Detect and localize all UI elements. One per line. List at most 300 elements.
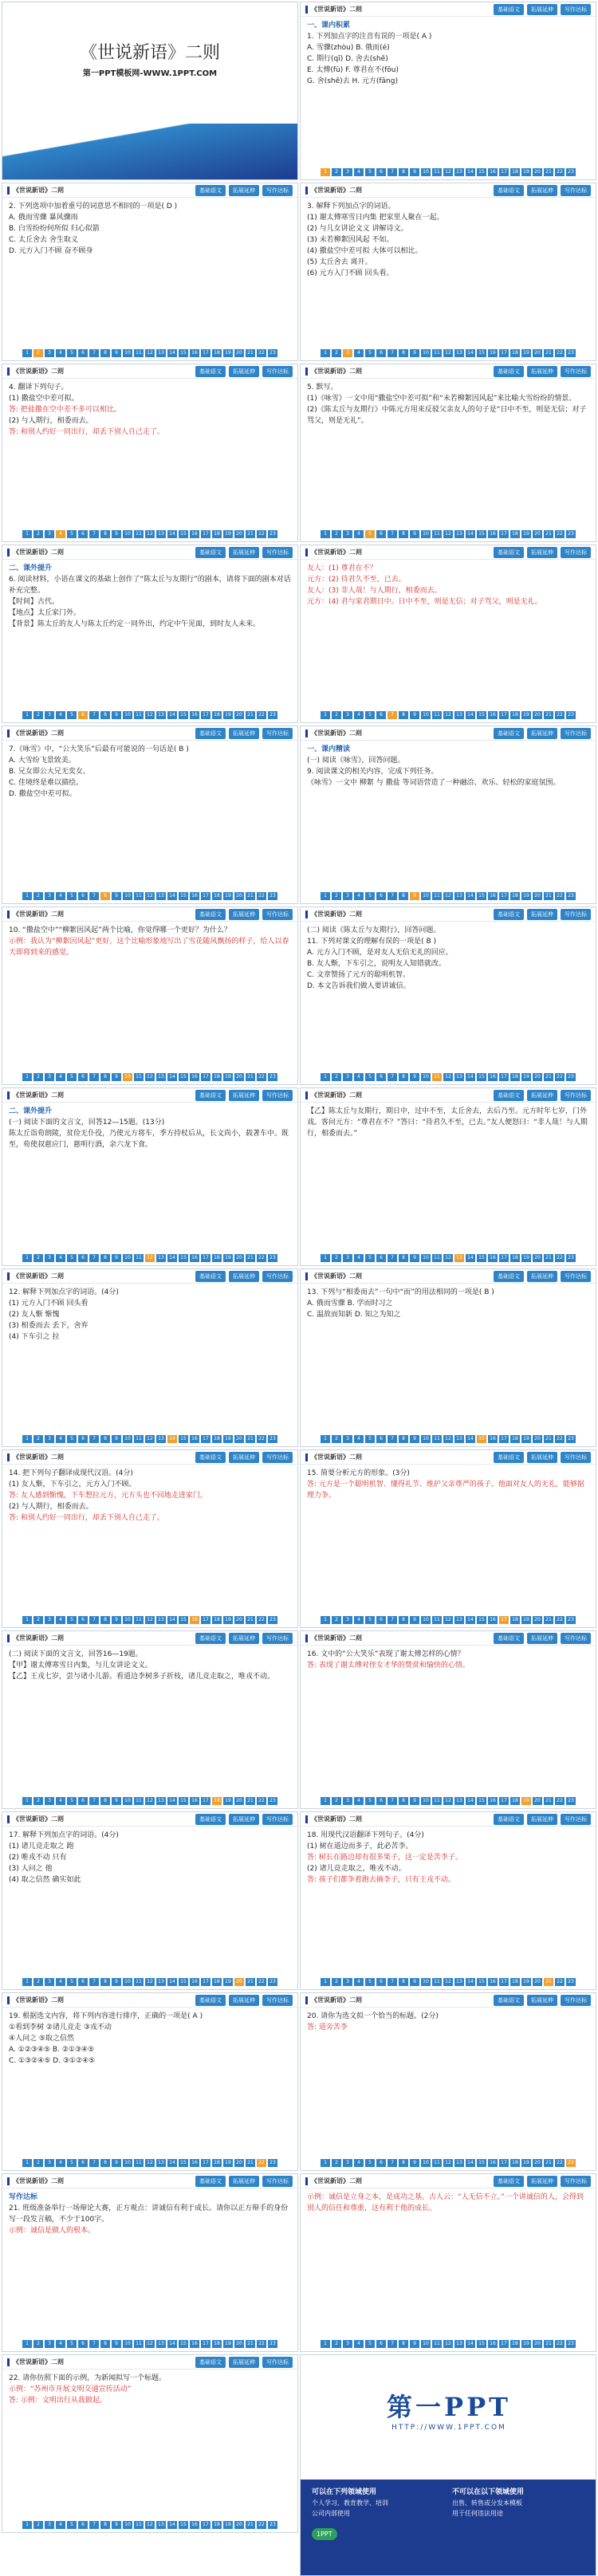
page-nav-button[interactable]: 19 — [223, 1073, 233, 1081]
page-nav-button[interactable]: 13 — [156, 2521, 166, 2529]
page-nav-button[interactable]: 12 — [443, 1797, 453, 1805]
page-nav-button[interactable]: 18 — [510, 168, 520, 176]
page-nav-button[interactable]: 23 — [566, 1073, 576, 1081]
page-nav-button[interactable]: 22 — [257, 1978, 266, 1986]
page-nav-button[interactable]: 6 — [78, 1978, 88, 1986]
expand-button[interactable]: 拓展延伸 — [229, 185, 259, 196]
page-nav-button[interactable]: 12 — [443, 530, 453, 538]
page-nav-button[interactable]: 2 — [33, 2159, 43, 2167]
page-nav-button[interactable]: 6 — [78, 2340, 88, 2348]
page-nav-button[interactable]: 16 — [488, 168, 498, 176]
page-nav-button[interactable]: 4 — [56, 1616, 65, 1624]
expand-button[interactable]: 拓展延伸 — [527, 547, 557, 558]
home-button[interactable]: 基础语文 — [195, 1271, 226, 1282]
expand-button[interactable]: 拓展延伸 — [229, 728, 259, 739]
write-button[interactable]: 写作达标 — [262, 1090, 293, 1101]
page-nav-button[interactable]: 7 — [89, 2340, 99, 2348]
page-nav-button[interactable]: 22 — [257, 1616, 266, 1624]
expand-button[interactable]: 拓展延伸 — [527, 1090, 557, 1101]
page-nav-button[interactable]: 3 — [45, 2340, 54, 2348]
page-nav-button[interactable]: 19 — [521, 1616, 531, 1624]
page-nav-button[interactable]: 23 — [566, 1797, 576, 1805]
page-nav-button[interactable]: 5 — [365, 1073, 375, 1081]
page-nav-button[interactable]: 8 — [399, 2340, 408, 2348]
page-nav-button[interactable]: 17 — [499, 2340, 509, 2348]
page-nav-button[interactable]: 18 — [510, 349, 520, 357]
page-nav-button[interactable]: 1 — [22, 2521, 32, 2529]
page-nav-button[interactable]: 22 — [555, 1797, 565, 1805]
expand-button[interactable]: 拓展延伸 — [527, 185, 557, 196]
page-nav-button[interactable]: 4 — [56, 349, 65, 357]
page-nav-button[interactable]: 18 — [510, 2159, 520, 2167]
expand-button[interactable]: 拓展延伸 — [229, 1633, 259, 1644]
page-nav-button[interactable]: 15 — [179, 530, 188, 538]
page-nav-button[interactable]: 21 — [246, 530, 255, 538]
page-nav-button[interactable]: 5 — [67, 2521, 77, 2529]
home-button[interactable]: 基础语文 — [494, 185, 524, 196]
page-nav-button[interactable]: 21 — [246, 892, 255, 900]
page-nav-button[interactable]: 5 — [365, 711, 375, 719]
page-nav-button[interactable]: 5 — [67, 1254, 77, 1262]
page-nav-button[interactable]: 13 — [156, 349, 166, 357]
page-nav-button[interactable]: 13 — [454, 2340, 464, 2348]
page-nav-button[interactable]: 18 — [510, 892, 520, 900]
page-nav-button[interactable]: 8 — [100, 1254, 110, 1262]
page-nav-button[interactable]: 7 — [89, 2159, 99, 2167]
page-nav-button[interactable]: 4 — [354, 892, 364, 900]
page-nav-button[interactable]: 15 — [179, 1797, 188, 1805]
page-nav-button[interactable]: 16 — [190, 2521, 199, 2529]
page-nav-button[interactable]: 5 — [365, 1254, 375, 1262]
page-nav-button[interactable]: 1 — [22, 1797, 32, 1805]
page-nav-button[interactable]: 9 — [410, 168, 419, 176]
page-nav-button[interactable]: 7 — [89, 1978, 99, 1986]
page-nav-button[interactable]: 9 — [410, 1797, 419, 1805]
page-nav-button[interactable]: 23 — [268, 892, 277, 900]
page-nav-button[interactable]: 16 — [488, 530, 498, 538]
page-nav-button[interactable]: 19 — [521, 1435, 531, 1443]
page-nav-button[interactable]: 3 — [343, 530, 352, 538]
page-nav-button[interactable]: 23 — [566, 2340, 576, 2348]
page-nav-button[interactable]: 1 — [321, 2159, 330, 2167]
page-nav-button[interactable]: 2 — [33, 1435, 43, 1443]
page-nav-button[interactable]: 8 — [399, 530, 408, 538]
page-nav-button[interactable]: 22 — [257, 1254, 266, 1262]
page-nav-button[interactable]: 20 — [533, 1435, 542, 1443]
page-nav-button[interactable]: 9 — [112, 2521, 121, 2529]
page-nav-button[interactable]: 20 — [234, 349, 244, 357]
page-nav-button[interactable]: 9 — [112, 1435, 121, 1443]
page-nav-button[interactable]: 12 — [145, 1616, 155, 1624]
page-nav-button[interactable]: 21 — [544, 892, 553, 900]
page-nav-button[interactable]: 1 — [321, 1797, 330, 1805]
page-nav-button[interactable]: 16 — [488, 349, 498, 357]
page-nav-button[interactable]: 11 — [432, 1797, 442, 1805]
page-nav-button[interactable]: 3 — [45, 1435, 54, 1443]
page-nav-button[interactable]: 1 — [321, 711, 330, 719]
page-nav-button[interactable]: 15 — [179, 1978, 188, 1986]
page-nav-button[interactable]: 10 — [123, 892, 132, 900]
page-nav-button[interactable]: 8 — [100, 1978, 110, 1986]
page-nav-button[interactable]: 21 — [246, 711, 255, 719]
page-nav-button[interactable]: 1 — [22, 892, 32, 900]
expand-button[interactable]: 拓展延伸 — [229, 547, 259, 558]
page-nav-button[interactable]: 17 — [499, 711, 509, 719]
page-nav-button[interactable]: 5 — [365, 2340, 375, 2348]
page-nav-button[interactable]: 15 — [179, 1616, 188, 1624]
page-nav-button[interactable]: 22 — [257, 2340, 266, 2348]
page-nav-button[interactable]: 11 — [432, 349, 442, 357]
page-nav-button[interactable]: 15 — [477, 1435, 486, 1443]
page-nav-button[interactable]: 4 — [56, 2340, 65, 2348]
page-nav-button[interactable]: 20 — [234, 1616, 244, 1624]
page-nav-button[interactable]: 20 — [234, 711, 244, 719]
page-nav-button[interactable]: 13 — [454, 1616, 464, 1624]
page-nav-button[interactable]: 23 — [566, 2159, 576, 2167]
page-nav-button[interactable]: 22 — [555, 2340, 565, 2348]
page-nav-button[interactable]: 10 — [421, 1254, 431, 1262]
page-nav-button[interactable]: 13 — [156, 1616, 166, 1624]
page-nav-button[interactable]: 3 — [45, 530, 54, 538]
page-nav-button[interactable]: 10 — [421, 711, 431, 719]
page-nav-button[interactable]: 11 — [134, 1616, 144, 1624]
page-nav-button[interactable]: 22 — [257, 1797, 266, 1805]
home-button[interactable]: 基础语文 — [494, 366, 524, 377]
page-nav-button[interactable]: 12 — [145, 530, 155, 538]
page-nav-button[interactable]: 23 — [268, 1073, 277, 1081]
page-nav-button[interactable]: 22 — [257, 1073, 266, 1081]
page-nav-button[interactable]: 13 — [454, 1073, 464, 1081]
page-nav-button[interactable]: 11 — [432, 1073, 442, 1081]
page-nav-button[interactable]: 10 — [421, 530, 431, 538]
page-nav-button[interactable]: 10 — [123, 1073, 132, 1081]
expand-button[interactable]: 拓展延伸 — [527, 1271, 557, 1282]
home-button[interactable]: 基础语文 — [195, 728, 226, 739]
page-nav-button[interactable]: 15 — [179, 1435, 188, 1443]
page-nav-button[interactable]: 2 — [332, 349, 341, 357]
page-nav-button[interactable]: 17 — [499, 892, 509, 900]
page-nav-button[interactable]: 14 — [167, 349, 177, 357]
page-nav-button[interactable]: 19 — [223, 1254, 233, 1262]
expand-button[interactable]: 拓展延伸 — [229, 366, 259, 377]
page-nav-button[interactable]: 9 — [410, 530, 419, 538]
page-nav-button[interactable]: 22 — [257, 1435, 266, 1443]
write-button[interactable]: 写作达标 — [262, 1995, 293, 2006]
page-nav-button[interactable]: 8 — [100, 1797, 110, 1805]
page-nav-button[interactable]: 14 — [466, 2159, 475, 2167]
page-nav-button[interactable]: 17 — [201, 1073, 210, 1081]
page-nav-button[interactable]: 7 — [388, 349, 397, 357]
page-nav-button[interactable]: 1 — [22, 1073, 32, 1081]
page-nav-button[interactable]: 6 — [376, 1978, 386, 1986]
page-nav-button[interactable]: 13 — [454, 349, 464, 357]
page-nav-button[interactable]: 11 — [134, 530, 144, 538]
page-nav-button[interactable]: 1 — [321, 1073, 330, 1081]
page-nav-button[interactable]: 2 — [332, 1616, 341, 1624]
page-nav-button[interactable]: 19 — [521, 1978, 531, 1986]
page-nav-button[interactable]: 19 — [521, 2159, 531, 2167]
page-nav-button[interactable]: 14 — [466, 2340, 475, 2348]
page-nav-button[interactable]: 7 — [89, 530, 99, 538]
page-nav-button[interactable]: 3 — [343, 1435, 352, 1443]
page-nav-button[interactable]: 1 — [22, 1616, 32, 1624]
page-nav-button[interactable]: 19 — [521, 1797, 531, 1805]
page-nav-button[interactable]: 4 — [354, 1978, 364, 1986]
page-nav-button[interactable]: 20 — [234, 2340, 244, 2348]
page-nav-button[interactable]: 18 — [510, 1254, 520, 1262]
page-nav-button[interactable]: 18 — [212, 2340, 222, 2348]
page-nav-button[interactable]: 6 — [78, 1073, 88, 1081]
page-nav-button[interactable]: 12 — [145, 2340, 155, 2348]
page-nav-button[interactable]: 2 — [33, 1797, 43, 1805]
page-nav-button[interactable]: 14 — [167, 711, 177, 719]
page-nav-button[interactable]: 16 — [190, 711, 199, 719]
page-nav-button[interactable]: 8 — [399, 1073, 408, 1081]
write-button[interactable]: 写作达标 — [262, 2357, 293, 2368]
page-nav-button[interactable]: 20 — [533, 1616, 542, 1624]
page-nav-button[interactable]: 9 — [410, 2159, 419, 2167]
page-nav-button[interactable]: 6 — [78, 1254, 88, 1262]
page-nav-button[interactable]: 6 — [376, 2340, 386, 2348]
page-nav-button[interactable]: 3 — [45, 1797, 54, 1805]
page-nav-button[interactable]: 17 — [201, 2159, 210, 2167]
page-nav-button[interactable]: 11 — [432, 1616, 442, 1624]
page-nav-button[interactable]: 15 — [477, 168, 486, 176]
write-button[interactable]: 写作达标 — [561, 1271, 591, 1282]
page-nav-button[interactable]: 12 — [443, 892, 453, 900]
page-nav-button[interactable]: 20 — [234, 1254, 244, 1262]
page-nav-button[interactable]: 4 — [354, 711, 364, 719]
page-nav-button[interactable]: 11 — [134, 2159, 144, 2167]
page-nav-button[interactable]: 12 — [145, 2159, 155, 2167]
home-button[interactable]: 基础语文 — [494, 728, 524, 739]
page-nav-button[interactable]: 11 — [134, 711, 144, 719]
page-nav-button[interactable]: 23 — [566, 1254, 576, 1262]
page-nav-button[interactable]: 17 — [499, 1797, 509, 1805]
page-nav-button[interactable]: 10 — [123, 1435, 132, 1443]
write-button[interactable]: 写作达标 — [262, 185, 293, 196]
page-nav-button[interactable]: 8 — [100, 2521, 110, 2529]
expand-button[interactable]: 拓展延伸 — [527, 1452, 557, 1463]
expand-button[interactable]: 拓展延伸 — [527, 1633, 557, 1644]
page-nav-button[interactable]: 6 — [78, 1797, 88, 1805]
page-nav-button[interactable]: 18 — [212, 892, 222, 900]
page-nav-button[interactable]: 5 — [67, 711, 77, 719]
page-nav-button[interactable]: 8 — [399, 1978, 408, 1986]
page-nav-button[interactable]: 16 — [190, 530, 199, 538]
page-nav-button[interactable]: 2 — [33, 2521, 43, 2529]
page-nav-button[interactable]: 21 — [246, 1073, 255, 1081]
page-nav-button[interactable]: 11 — [432, 892, 442, 900]
page-nav-button[interactable]: 22 — [555, 1435, 565, 1443]
write-button[interactable]: 写作达标 — [561, 1452, 591, 1463]
page-nav-button[interactable]: 10 — [421, 1978, 431, 1986]
home-button[interactable]: 基础语文 — [195, 909, 226, 920]
page-nav-button[interactable]: 18 — [212, 2159, 222, 2167]
page-nav-button[interactable]: 17 — [499, 349, 509, 357]
page-nav-button[interactable]: 13 — [156, 892, 166, 900]
page-nav-button[interactable]: 8 — [100, 1616, 110, 1624]
page-nav-button[interactable]: 22 — [257, 530, 266, 538]
page-nav-button[interactable]: 19 — [223, 1616, 233, 1624]
page-nav-button[interactable]: 2 — [33, 1254, 43, 1262]
page-nav-button[interactable]: 4 — [56, 1435, 65, 1443]
page-nav-button[interactable]: 1 — [22, 2340, 32, 2348]
page-nav-button[interactable]: 21 — [246, 2521, 255, 2529]
page-nav-button[interactable]: 19 — [223, 2340, 233, 2348]
page-nav-button[interactable]: 3 — [343, 1797, 352, 1805]
page-nav-button[interactable]: 20 — [533, 711, 542, 719]
page-nav-button[interactable]: 13 — [454, 711, 464, 719]
page-nav-button[interactable]: 7 — [89, 349, 99, 357]
page-nav-button[interactable]: 20 — [234, 1978, 244, 1986]
page-nav-button[interactable]: 6 — [78, 711, 88, 719]
page-nav-button[interactable]: 9 — [410, 892, 419, 900]
page-nav-button[interactable]: 17 — [201, 1978, 210, 1986]
page-nav-button[interactable]: 18 — [510, 2340, 520, 2348]
page-nav-button[interactable]: 1 — [22, 1254, 32, 1262]
page-nav-button[interactable]: 6 — [78, 530, 88, 538]
write-button[interactable]: 写作达标 — [561, 1995, 591, 2006]
page-nav-button[interactable]: 9 — [112, 530, 121, 538]
page-nav-button[interactable]: 22 — [555, 1978, 565, 1986]
page-nav-button[interactable]: 16 — [190, 349, 199, 357]
page-nav-button[interactable]: 13 — [156, 1254, 166, 1262]
page-nav-button[interactable]: 5 — [67, 530, 77, 538]
expand-button[interactable]: 拓展延伸 — [527, 1814, 557, 1825]
page-nav-button[interactable]: 16 — [488, 1797, 498, 1805]
page-nav-button[interactable]: 22 — [555, 711, 565, 719]
page-nav-button[interactable]: 4 — [354, 2159, 364, 2167]
page-nav-button[interactable]: 12 — [145, 1797, 155, 1805]
home-button[interactable]: 基础语文 — [494, 2176, 524, 2187]
page-nav-button[interactable]: 16 — [488, 711, 498, 719]
page-nav-button[interactable]: 13 — [454, 2159, 464, 2167]
page-nav-button[interactable]: 11 — [134, 2521, 144, 2529]
page-nav-button[interactable]: 20 — [533, 168, 542, 176]
page-nav-button[interactable]: 16 — [190, 1616, 199, 1624]
page-nav-button[interactable]: 15 — [179, 711, 188, 719]
page-nav-button[interactable]: 3 — [45, 1978, 54, 1986]
page-nav-button[interactable]: 22 — [555, 168, 565, 176]
page-nav-button[interactable]: 9 — [410, 2340, 419, 2348]
page-nav-button[interactable]: 5 — [67, 1797, 77, 1805]
page-nav-button[interactable]: 9 — [112, 1616, 121, 1624]
page-nav-button[interactable]: 2 — [332, 1073, 341, 1081]
page-nav-button[interactable]: 10 — [123, 1616, 132, 1624]
page-nav-button[interactable]: 10 — [123, 530, 132, 538]
page-nav-button[interactable]: 11 — [134, 892, 144, 900]
page-nav-button[interactable]: 14 — [466, 1797, 475, 1805]
page-nav-button[interactable]: 7 — [388, 892, 397, 900]
page-nav-button[interactable]: 20 — [533, 1073, 542, 1081]
page-nav-button[interactable]: 17 — [499, 1073, 509, 1081]
home-button[interactable]: 基础语文 — [195, 1633, 226, 1644]
page-nav-button[interactable]: 3 — [343, 1073, 352, 1081]
page-nav-button[interactable]: 23 — [566, 349, 576, 357]
page-nav-button[interactable]: 2 — [332, 530, 341, 538]
page-nav-button[interactable]: 4 — [56, 711, 65, 719]
page-nav-button[interactable]: 15 — [179, 2340, 188, 2348]
write-button[interactable]: 写作达标 — [561, 2176, 591, 2187]
page-nav-button[interactable]: 3 — [45, 349, 54, 357]
page-nav-button[interactable]: 12 — [443, 168, 453, 176]
page-nav-button[interactable]: 11 — [134, 1797, 144, 1805]
page-nav-button[interactable]: 12 — [145, 1435, 155, 1443]
page-nav-button[interactable]: 13 — [156, 1073, 166, 1081]
page-nav-button[interactable]: 12 — [145, 1073, 155, 1081]
page-nav-button[interactable]: 21 — [246, 1978, 255, 1986]
page-nav-button[interactable]: 3 — [45, 892, 54, 900]
expand-button[interactable]: 拓展延伸 — [527, 728, 557, 739]
page-nav-button[interactable]: 15 — [179, 1254, 188, 1262]
page-nav-button[interactable]: 8 — [100, 1435, 110, 1443]
page-nav-button[interactable]: 5 — [365, 2159, 375, 2167]
page-nav-button[interactable]: 13 — [454, 1435, 464, 1443]
expand-button[interactable]: 拓展延伸 — [229, 1814, 259, 1825]
page-nav-button[interactable]: 17 — [201, 1254, 210, 1262]
page-nav-button[interactable]: 14 — [167, 1435, 177, 1443]
page-nav-button[interactable]: 4 — [56, 1073, 65, 1081]
page-nav-button[interactable]: 8 — [100, 892, 110, 900]
expand-button[interactable]: 拓展延伸 — [229, 1995, 259, 2006]
home-button[interactable]: 基础语文 — [494, 1633, 524, 1644]
write-button[interactable]: 写作达标 — [262, 909, 293, 920]
page-nav-button[interactable]: 18 — [510, 1073, 520, 1081]
page-nav-button[interactable]: 23 — [566, 711, 576, 719]
page-nav-button[interactable]: 14 — [466, 1073, 475, 1081]
page-nav-button[interactable]: 15 — [179, 1073, 188, 1081]
page-nav-button[interactable]: 10 — [123, 1978, 132, 1986]
page-nav-button[interactable]: 16 — [190, 1978, 199, 1986]
page-nav-button[interactable]: 9 — [410, 1073, 419, 1081]
page-nav-button[interactable]: 6 — [78, 1435, 88, 1443]
write-button[interactable]: 写作达标 — [262, 1814, 293, 1825]
page-nav-button[interactable]: 13 — [454, 168, 464, 176]
page-nav-button[interactable]: 6 — [376, 1073, 386, 1081]
page-nav-button[interactable]: 9 — [112, 349, 121, 357]
page-nav-button[interactable]: 2 — [33, 1616, 43, 1624]
page-nav-button[interactable]: 7 — [388, 711, 397, 719]
page-nav-button[interactable]: 15 — [477, 530, 486, 538]
page-nav-button[interactable]: 14 — [466, 168, 475, 176]
page-nav-button[interactable]: 11 — [134, 349, 144, 357]
page-nav-button[interactable]: 19 — [223, 349, 233, 357]
page-nav-button[interactable]: 19 — [521, 1254, 531, 1262]
home-button[interactable]: 基础语文 — [195, 1090, 226, 1101]
page-nav-button[interactable]: 12 — [443, 1254, 453, 1262]
page-nav-button[interactable]: 4 — [354, 349, 364, 357]
page-nav-button[interactable]: 20 — [533, 2159, 542, 2167]
page-nav-button[interactable]: 9 — [112, 711, 121, 719]
page-nav-button[interactable]: 15 — [477, 349, 486, 357]
write-button[interactable]: 写作达标 — [561, 366, 591, 377]
page-nav-button[interactable]: 2 — [33, 1978, 43, 1986]
page-nav-button[interactable]: 19 — [521, 892, 531, 900]
page-nav-button[interactable]: 17 — [201, 892, 210, 900]
page-nav-button[interactable]: 10 — [421, 1435, 431, 1443]
page-nav-button[interactable]: 4 — [354, 1073, 364, 1081]
page-nav-button[interactable]: 22 — [555, 349, 565, 357]
page-nav-button[interactable]: 5 — [67, 2159, 77, 2167]
page-nav-button[interactable]: 4 — [354, 530, 364, 538]
page-nav-button[interactable]: 15 — [477, 711, 486, 719]
page-nav-button[interactable]: 22 — [555, 892, 565, 900]
page-nav-button[interactable]: 10 — [421, 2340, 431, 2348]
page-nav-button[interactable]: 21 — [544, 1254, 553, 1262]
page-nav-button[interactable]: 22 — [257, 349, 266, 357]
home-button[interactable]: 基础语文 — [195, 547, 226, 558]
